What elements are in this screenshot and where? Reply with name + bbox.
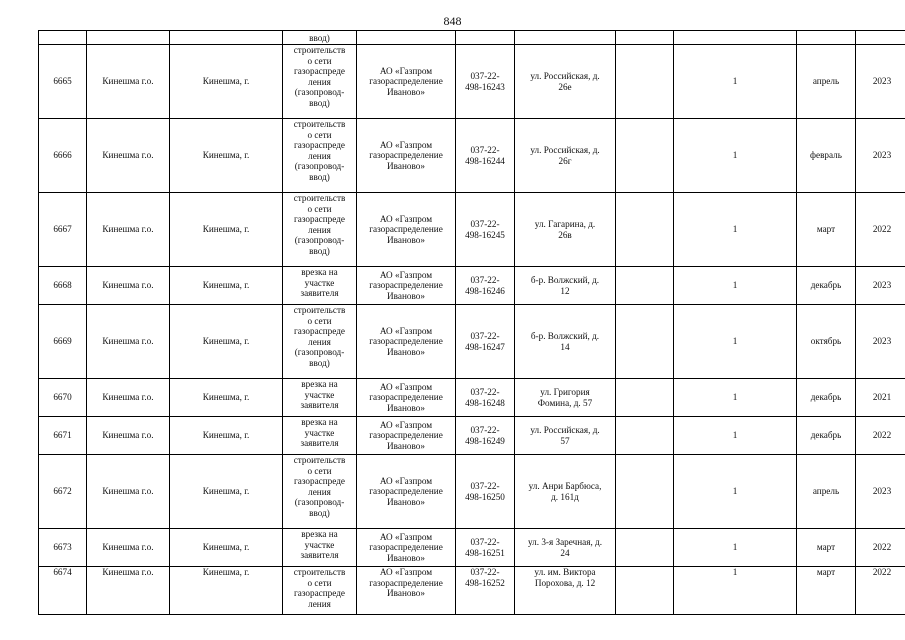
work-type-cell-line: ления: [308, 486, 331, 497]
code-cell-line: 037-22-: [470, 536, 500, 547]
work-type-cell-line: ввод): [309, 245, 330, 256]
row-number: 6670: [39, 379, 87, 417]
code-cell: [456, 193, 515, 267]
work-type-cell-line: врезка на: [301, 267, 338, 277]
quantity-cell: 1: [674, 45, 797, 119]
work-type-cell-line: (газопровод-: [294, 235, 345, 246]
address-cell-line: Порохова, д. 12: [534, 577, 596, 588]
work-type-cell: [283, 529, 357, 567]
work-type-cell-line: газораспреде: [294, 140, 345, 151]
work-type-cell: [283, 379, 357, 417]
row-number: 6671: [39, 417, 87, 455]
work-type-cell-line: газораспреде: [294, 326, 345, 337]
code-cell-line: 037-22-: [470, 424, 500, 435]
work-type-cell: [283, 193, 357, 267]
address-cell-line: ул. Гагарина, д.: [534, 218, 596, 229]
empty-cell: [616, 267, 674, 305]
work-type-cell-line: о сети: [307, 203, 332, 214]
code-cell: [456, 529, 515, 567]
table-row-fragment: [39, 31, 905, 45]
organization-cell-line: Иваново»: [387, 234, 425, 245]
district-cell: Кинешма г.о.: [87, 267, 170, 305]
organization-cell-line: газораспределение: [369, 224, 443, 235]
address-cell: [515, 267, 616, 305]
code-cell-line: 037-22-: [470, 567, 500, 577]
work-type-cell-line: (газопровод-: [294, 347, 345, 358]
work-type-cell: [283, 267, 357, 305]
empty-cell: [616, 119, 674, 193]
organization-cell-line: газораспределение: [369, 280, 443, 291]
organization-cell-line: АО «Газпром: [379, 269, 433, 280]
work-type-cell-line: заявителя: [300, 438, 339, 449]
city-cell: Кинешма, г.: [170, 379, 283, 417]
table-row: [39, 567, 905, 615]
table-row: [39, 193, 905, 267]
work-type-cell-line: участке: [304, 427, 335, 438]
city-cell: Кинешма, г.: [170, 529, 283, 567]
organization-cell-line: газораспределение: [369, 486, 443, 497]
organization-cell-line: Иваново»: [387, 402, 425, 413]
work-type-cell-line: ввод): [309, 97, 330, 108]
organization-cell-line: Иваново»: [387, 290, 425, 301]
work-type-cell-line: заявителя: [300, 550, 339, 561]
month-cell: апрель: [797, 45, 856, 119]
work-type-fragment: ввод): [283, 31, 357, 45]
work-type-cell-line: ления: [308, 224, 331, 235]
row-number: 6668: [39, 267, 87, 305]
work-type-cell: [283, 305, 357, 379]
organization-cell: [357, 529, 456, 567]
table-row: [39, 417, 905, 455]
work-type-cell-line: ввод): [309, 507, 330, 518]
table-row: [39, 455, 905, 529]
district-cell: Кинешма г.о.: [87, 567, 170, 615]
code-cell-line: 037-22-: [470, 480, 500, 491]
organization-cell-line: АО «Газпром: [379, 325, 433, 336]
work-type-cell-line: газораспреде: [294, 66, 345, 77]
work-type-cell-line: строительств: [293, 119, 346, 129]
city-cell: Кинешма, г.: [170, 567, 283, 615]
district-cell: Кинешма г.о.: [87, 455, 170, 529]
quantity-cell: 1: [674, 193, 797, 267]
address-cell: [515, 567, 616, 615]
empty-cell: [616, 45, 674, 119]
organization-cell-line: газораспределение: [369, 542, 443, 553]
district-cell: Кинешма г.о.: [87, 529, 170, 567]
address-cell-line: ул. им. Виктора: [534, 567, 596, 577]
code-cell: [456, 119, 515, 193]
organization-cell: [357, 305, 456, 379]
code-cell-line: 498-16247: [465, 341, 505, 352]
address-cell-line: Фомина, д. 57: [537, 397, 593, 408]
address-cell-line: ул. 3-я Заречная, д.: [527, 536, 603, 547]
work-type-cell-line: участке: [304, 539, 335, 550]
address-cell: [515, 119, 616, 193]
city-cell: Кинешма, г.: [170, 193, 283, 267]
work-type-cell-line: участке: [304, 277, 335, 288]
code-cell-line: 037-22-: [470, 386, 500, 397]
work-type-cell-line: заявителя: [300, 400, 339, 411]
month-cell: декабрь: [797, 417, 856, 455]
year-cell: 2023: [856, 267, 905, 305]
quantity-cell: 1: [674, 455, 797, 529]
address-cell-line: 26в: [558, 229, 572, 240]
address-cell-line: ул. Российская, д.: [530, 144, 600, 155]
organization-cell-line: Иваново»: [387, 496, 425, 507]
row-number: 6673: [39, 529, 87, 567]
work-type-cell-line: врезка на: [301, 417, 338, 427]
month-cell: март: [797, 193, 856, 267]
code-cell-line: 037-22-: [470, 218, 500, 229]
work-type-cell-line: врезка на: [301, 529, 338, 539]
organization-cell-line: Иваново»: [387, 86, 425, 97]
address-cell-line: б-р. Волжский, д.: [530, 274, 600, 285]
code-cell: [456, 567, 515, 615]
organization-cell: [357, 455, 456, 529]
month-cell: октябрь: [797, 305, 856, 379]
quantity-cell: 1: [674, 119, 797, 193]
work-type-cell-line: (газопровод-: [294, 87, 345, 98]
organization-cell-line: АО «Газпром: [379, 531, 433, 542]
city-cell: Кинешма, г.: [170, 267, 283, 305]
work-type-cell-line: о сети: [307, 465, 332, 476]
address-cell: [515, 417, 616, 455]
year-cell: 2022: [856, 417, 905, 455]
year-cell: 2022: [856, 529, 905, 567]
address-cell: [515, 305, 616, 379]
city-cell: Кинешма, г.: [170, 45, 283, 119]
code-cell: [456, 455, 515, 529]
code-cell-line: 498-16250: [465, 491, 505, 502]
work-type-cell: [283, 119, 357, 193]
address-cell-line: ул. Анри Барбюса,: [528, 480, 602, 491]
district-cell: Кинешма г.о.: [87, 45, 170, 119]
row-number: 6666: [39, 119, 87, 193]
code-cell-line: 037-22-: [470, 70, 500, 81]
code-cell-line: 498-16251: [465, 547, 505, 558]
city-cell: Кинешма, г.: [170, 119, 283, 193]
work-type-cell-line: ления: [308, 150, 331, 161]
year-cell: 2023: [856, 455, 905, 529]
month-cell: декабрь: [797, 267, 856, 305]
organization-cell-line: Иваново»: [387, 552, 425, 563]
code-cell: [456, 45, 515, 119]
work-type-cell-line: ввод): [309, 357, 330, 368]
empty-cell: [616, 455, 674, 529]
work-type-cell-line: о сети: [307, 129, 332, 140]
year-cell: 2022: [856, 193, 905, 267]
empty-cell: [616, 193, 674, 267]
city-cell: Кинешма, г.: [170, 305, 283, 379]
code-cell-line: 498-16248: [465, 397, 505, 408]
organization-cell-line: газораспределение: [369, 150, 443, 161]
work-type-cell-line: ления: [308, 336, 331, 347]
row-number: 6665: [39, 45, 87, 119]
city-cell: Кинешма, г.: [170, 455, 283, 529]
work-type-cell-line: газораспреде: [294, 476, 345, 487]
quantity-cell: 1: [674, 567, 797, 615]
organization-cell: [357, 567, 456, 615]
gas-connection-table: [38, 30, 905, 615]
work-type-cell-line: (газопровод-: [294, 161, 345, 172]
table-row: [39, 267, 905, 305]
organization-cell: [357, 379, 456, 417]
month-cell: декабрь: [797, 379, 856, 417]
address-cell-line: ул. Российская, д.: [530, 70, 600, 81]
organization-cell-line: Иваново»: [387, 440, 425, 451]
address-cell: [515, 529, 616, 567]
table-row: [39, 379, 905, 417]
row-number: 6674: [39, 567, 87, 615]
organization-cell: [357, 417, 456, 455]
year-cell: 2023: [856, 119, 905, 193]
organization-cell-line: Иваново»: [387, 588, 425, 599]
organization-cell-line: Иваново»: [387, 346, 425, 357]
work-type-cell-line: (газопровод-: [294, 497, 345, 508]
work-type-cell-line: о сети: [307, 315, 332, 326]
code-cell-line: 498-16249: [465, 435, 505, 446]
work-type-cell: [283, 417, 357, 455]
empty-cell: [616, 417, 674, 455]
organization-cell-line: АО «Газпром: [379, 139, 433, 150]
organization-cell-line: АО «Газпром: [379, 419, 433, 430]
year-cell: 2023: [856, 305, 905, 379]
work-type-cell: [283, 455, 357, 529]
code-cell: [456, 267, 515, 305]
address-cell-line: ул. Российская, д.: [530, 424, 600, 435]
work-type-cell-line: строительств: [293, 567, 346, 577]
work-type-cell-line: строительств: [293, 305, 346, 315]
work-type-cell: [283, 45, 357, 119]
quantity-cell: 1: [674, 529, 797, 567]
table-row: [39, 529, 905, 567]
organization-cell-line: газораспределение: [369, 336, 443, 347]
quantity-cell: 1: [674, 379, 797, 417]
work-type-cell-line: строительств: [293, 455, 346, 465]
organization-cell-line: АО «Газпром: [379, 475, 433, 486]
organization-cell: [357, 193, 456, 267]
code-cell-line: 498-16252: [465, 577, 505, 588]
month-cell: апрель: [797, 455, 856, 529]
work-type-cell-line: заявителя: [300, 288, 339, 299]
organization-cell: [357, 267, 456, 305]
month-cell: февраль: [797, 119, 856, 193]
code-cell: [456, 379, 515, 417]
address-cell-line: ул. Григория: [540, 386, 590, 397]
row-number: 6669: [39, 305, 87, 379]
quantity-cell: 1: [674, 417, 797, 455]
code-cell-line: 037-22-: [470, 274, 500, 285]
organization-cell-line: газораспределение: [369, 392, 443, 403]
organization-cell: [357, 45, 456, 119]
work-type-cell-line: врезка на: [301, 379, 338, 389]
empty-cell: [616, 567, 674, 615]
work-type-cell-line: о сети: [307, 55, 332, 66]
address-cell-line: 57: [560, 435, 570, 446]
work-type-cell-line: ввод): [309, 171, 330, 182]
organization-cell-line: АО «Газпром: [379, 567, 433, 577]
district-cell: Кинешма г.о.: [87, 305, 170, 379]
work-type-cell-line: газораспреде: [294, 214, 345, 225]
empty-cell: [616, 529, 674, 567]
address-cell: [515, 45, 616, 119]
work-type-cell-line: участке: [304, 389, 335, 400]
table-row: [39, 45, 905, 119]
address-cell: [515, 193, 616, 267]
work-type-cell-line: о сети: [307, 577, 332, 588]
work-type-cell-line: ления: [308, 598, 331, 609]
quantity-cell: 1: [674, 305, 797, 379]
organization-cell-line: АО «Газпром: [379, 65, 433, 76]
empty-cell: [616, 305, 674, 379]
year-cell: 2022: [856, 567, 905, 615]
address-cell: [515, 379, 616, 417]
row-number: 6667: [39, 193, 87, 267]
address-cell-line: 26г: [558, 155, 572, 166]
address-cell-line: 14: [560, 341, 570, 352]
address-cell: [515, 455, 616, 529]
month-cell: март: [797, 567, 856, 615]
code-cell-line: 498-16245: [465, 229, 505, 240]
code-cell: [456, 417, 515, 455]
address-cell-line: 24: [560, 547, 570, 558]
district-cell: Кинешма г.о.: [87, 119, 170, 193]
organization-cell-line: газораспределение: [369, 430, 443, 441]
address-cell-line: 26е: [558, 81, 572, 92]
work-type-cell-line: ления: [308, 76, 331, 87]
district-cell: Кинешма г.о.: [87, 417, 170, 455]
empty-cell: [616, 379, 674, 417]
organization-cell: [357, 119, 456, 193]
organization-cell-line: Иваново»: [387, 160, 425, 171]
address-cell-line: б-р. Волжский, д.: [530, 330, 600, 341]
organization-cell-line: газораспределение: [369, 76, 443, 87]
work-type-cell: [283, 567, 357, 615]
code-cell-line: 498-16243: [465, 81, 505, 92]
row-number: 6672: [39, 455, 87, 529]
code-cell-line: 037-22-: [470, 330, 500, 341]
district-cell: Кинешма г.о.: [87, 193, 170, 267]
table-row: [39, 119, 905, 193]
quantity-cell: 1: [674, 267, 797, 305]
organization-cell-line: газораспределение: [369, 577, 443, 588]
address-cell-line: д. 161д: [551, 491, 579, 502]
city-cell: Кинешма, г.: [170, 417, 283, 455]
work-type-cell-line: строительств: [293, 45, 346, 55]
table-row: [39, 305, 905, 379]
code-cell-line: 498-16246: [465, 285, 505, 296]
work-type-cell-line: строительств: [293, 193, 346, 203]
address-cell-line: 12: [560, 285, 570, 296]
district-cell: Кинешма г.о.: [87, 379, 170, 417]
month-cell: март: [797, 529, 856, 567]
year-cell: 2021: [856, 379, 905, 417]
organization-cell-line: АО «Газпром: [379, 213, 433, 224]
code-cell: [456, 305, 515, 379]
code-cell-line: 498-16244: [465, 155, 505, 166]
organization-cell-line: АО «Газпром: [379, 381, 433, 392]
code-cell-line: 037-22-: [470, 144, 500, 155]
work-type-cell-line: газораспреде: [294, 588, 345, 599]
page-number: 848: [443, 14, 462, 28]
year-cell: 2023: [856, 45, 905, 119]
